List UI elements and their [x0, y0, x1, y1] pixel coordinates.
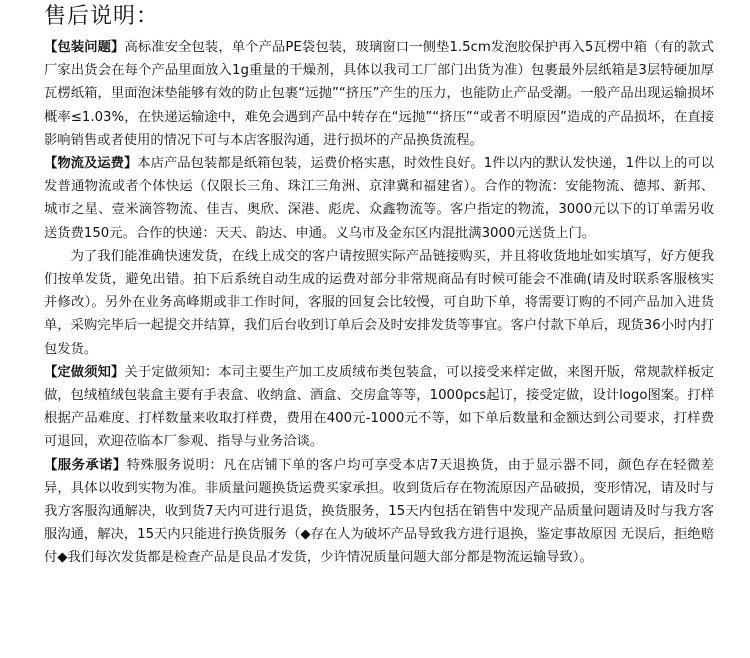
section-heading-logistics: 【物流及运费】 — [44, 156, 138, 172]
section-logistics — [44, 152, 714, 245]
section-ordering-notes — [44, 245, 714, 361]
page-title: 售后说明： — [44, 4, 160, 29]
section-custom-order — [44, 361, 714, 454]
section-heading-service-promise: 【服务承诺】 — [44, 457, 127, 473]
section-text-ordering-notes: 为了我们能准确快速发货，在线上成交的客户请按照实际产品链接购买，并且将收货地址如实填写，好方便我们按单发货，避免出错。拍下后系统自动生成的运费对部分非常规商品有时候可能会不准确(请及时联系客服核实并修改）。另外在业务高峰期或非工作时间，客服的回复会比较慢，可自助下单，将需要订购的不同产品加入进货单，采购完毕后一起提交并结算，我们后台收到订单后会及时安排发货等事宜。客户付款下单后，现货36小时内打包发货。 — [44, 248, 714, 357]
section-text-packaging: 高标准安全包装，单个产品PE袋包装，玻璃窗口一侧垫1.5cm发泡胶保护再入5瓦楞中箱（有的款式厂家出货会在每个产品里面放入1g重量的干燥剂，具体以我司工厂部门出货为准）包裹最外层纸箱是3层特硬加厚瓦楞纸箱，里面泡沫垫能够有效的防止包裹“远抛”“挤压”产生的压力，也能防止产品受潮。一般产品出现运输损坏概率≤1.03%，在快递运输途中，难免会遇到产品中转存在“远抛”“挤压”“或者不明原因”造成的产品损坏，在直接影响销售或者使用的情况下可与本店客服沟通，进行损坏的产品换货流程。 — [44, 40, 714, 148]
section-text-logistics: 本店产品包装都是纸箱包装，运费价格实惠，时效性良好。1件以内的默认发快递，1件以上的可以发普通物流或者个体快运（仅限长三角、珠江三角洲、京津冀和福建省）。合作的物流：安能物流、德邦、新邦、城市之星、壹米滴答物流、佳吉、奥欣、深港、彪虎、众鑫物流等。客户指定的物流，3000元以下的订单需另收送货费150元。合作的快递：天天、韵达、申通。义乌市及金东区内混批满3000元送货上门。 — [44, 156, 715, 241]
section-heading-custom-order: 【定做须知】 — [44, 364, 125, 380]
section-packaging — [44, 36, 714, 152]
section-service-promise — [44, 454, 714, 570]
section-text-custom-order: 关于定做须知：本司主要生产加工皮质绒布类包装盒，可以接受来样定做，来图开版，常规款样板定做，包绒植绒包装盒主要有手表盒、收纳盒、酒盒、交房盒等等，1000pcs起订，接受定做，设计logo图案。打样根据产品难度、打样数量来收取打样费，费用在400元-1000元不等，如下单后数量和金额达到公司要求，打样费可退回，欢迎莅临本厂参观、指导与业务洽谈。 — [44, 364, 715, 450]
section-text-service-promise: 特殊服务说明：凡在店铺下单的客户均可享受本店7天退换货，由于显示器不同，颜色存在轻微差异，具体以收到实物为准。非质量问题换货运费买家承担。收到货后存在物流原因产品破损，变形情况，请及时与我方客服沟通解决，收到货7天内可进行退货，换货服务，15天内包括在销售中发现产品质量问题请及时与我方客服沟通，解决，15天内只能进行换货服务（◆存在人为破坏产品导致我方进行退换，鉴定事故原因 无误后，拒绝赔付◆我们每次发货都是检查产品是良品才发货，少许情况质量问题大部分都是物流运输导致）。 — [44, 457, 715, 566]
section-heading-packaging: 【包装问题】 — [44, 40, 125, 55]
